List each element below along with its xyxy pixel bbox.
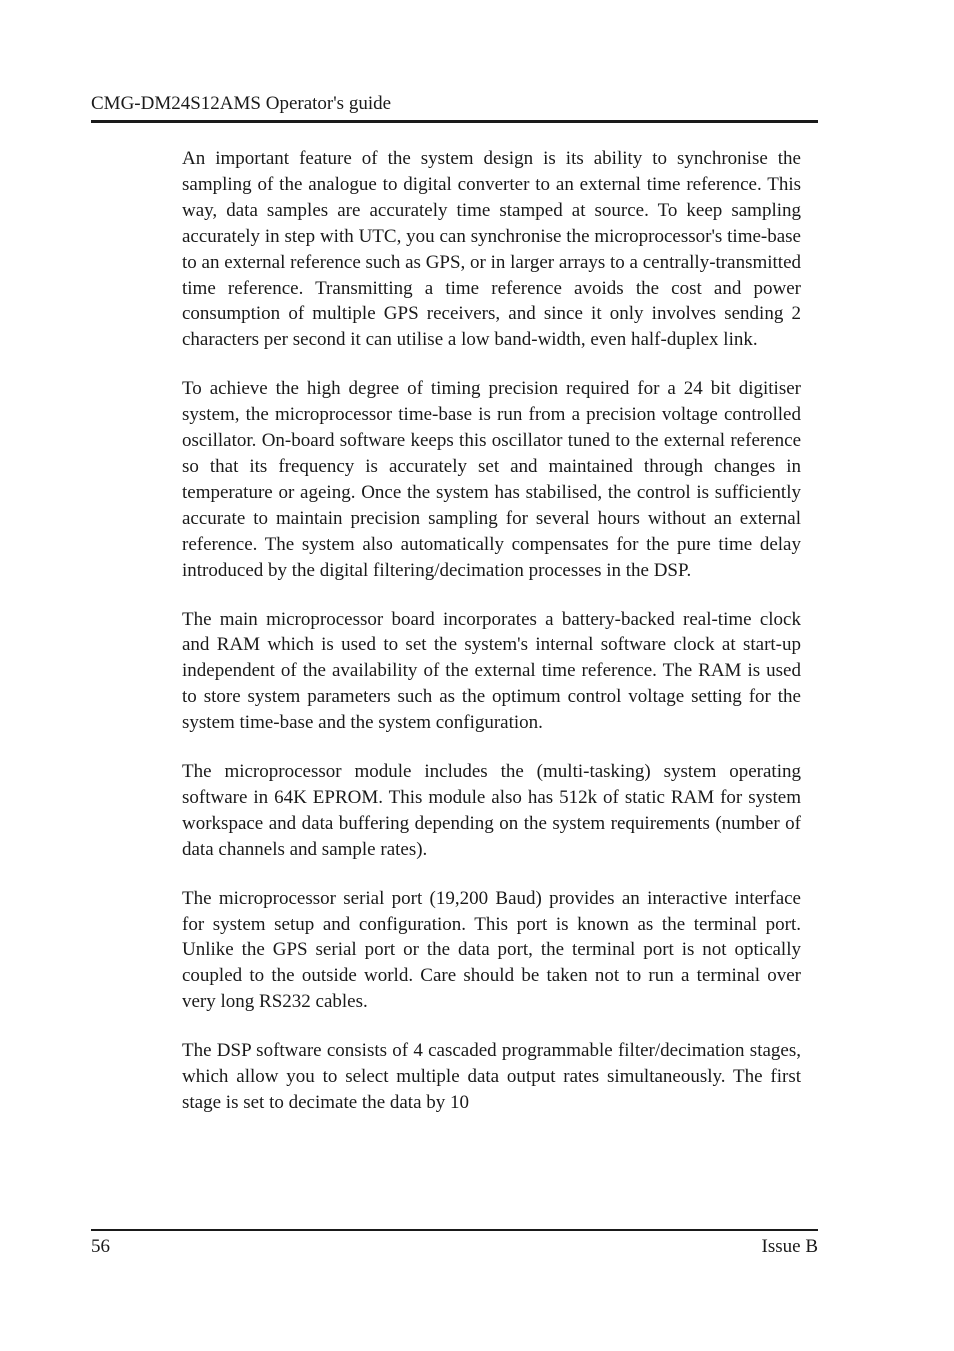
paragraph-timing-precision: To achieve the high degree of timing precision required for a 24 bit digitiser system, the microprocessor time-base is run from a precision voltage controlled oscillator. On-board software keeps this oscillator tuned to the external reference so that its frequency is accurately set and maintained through changes in temperature or ageing. Once the system has stabilised, the control is sufficiently accurate to maintain precision sampling for several hours without an external reference. The system also automatically compensates for the pure time delay introduced by the digital filtering/decimation processes in the DSP. [182, 378, 801, 581]
paragraph-microprocessor-module: The microprocessor module includes the (multi-tasking) system operating software in 64K EPROM. This module also has 512k of static RAM for system workspace and data buffering depending on the system requirements (number of data channels and sample rates). [182, 761, 801, 860]
paragraph-serial-port: The microprocessor serial port (19,200 Baud) provides an interactive interface for system setup and configuration. This port is known as the terminal port. Unlike the GPS serial port or the data port, the terminal port is not optically coupled to the outside world. Care should be taken not to run a terminal over very long RS232 cables. [182, 887, 801, 1013]
paragraph-dsp-software: The DSP software consists of 4 cascaded programmable filter/decimation stages, which allow you to select multiple data output rates simultaneously. The first stage is set to decimate the data by 10 [182, 1040, 801, 1113]
footer-rule [91, 1229, 818, 1231]
paragraph-real-time-clock: The main microprocessor board incorporates a battery-backed real-time clock and RAM which is used to set the system's internal software clock at start-up independent of the availability of the external time reference. The RAM is used to store system parameters such as the optimum control voltage setting for the system time-base and the system configuration. [182, 608, 801, 734]
body-text [182, 146, 801, 1139]
issue-label: Issue B [761, 1236, 818, 1257]
page-number: 56 [91, 1236, 110, 1257]
paragraph-synchronisation: An important feature of the system design is its ability to synchronise the sampling of the analogue to digital converter to an external time reference. This way, data samples are accurately time stamped at source. To keep sampling accurately in step with UTC, you can synchronise the microprocessor's time-base to an external reference such as GPS, or in larger arrays to a centrally-transmitted time reference. Transmitting a time reference avoids the cost and power consumption of multiple GPS receivers, and since it only involves sending 2 characters per second it can utilise a low band-width, even half-duplex link. [182, 148, 802, 351]
header-rule [91, 120, 818, 123]
running-header-title: CMG-DM24S12AMS Operator's guide [91, 93, 392, 114]
